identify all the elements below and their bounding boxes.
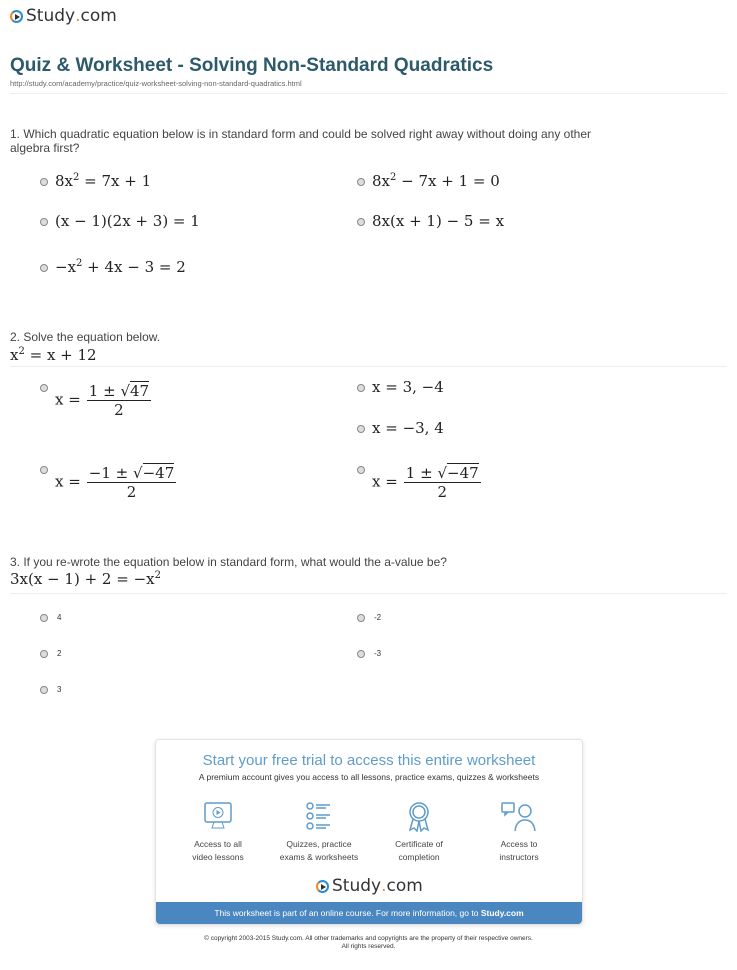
answer-option[interactable]: x = $\frac{1 \pm √47}{2}$ bbox=[55, 382, 150, 419]
feature-instructors: Access to instructors bbox=[469, 800, 569, 864]
answer-option[interactable]: x = $\frac{-1 \pm √-47}{2}$ bbox=[55, 464, 175, 501]
page-url: http://study.com/academy/practice/quiz-worksheet-solving-non-standard-quadratics.html bbox=[10, 79, 302, 88]
course-info-banner: This worksheet is part of an online course. For more information, go to Study.com bbox=[156, 902, 582, 924]
free-trial-title[interactable]: Start your free trial to access this entire worksheet bbox=[202, 752, 536, 769]
page-title: Quiz & Worksheet - Solving Non-Standard Quadratics bbox=[10, 55, 494, 76]
radio-button[interactable] bbox=[40, 384, 48, 392]
card-study-logo[interactable]: Study . com bbox=[316, 876, 423, 896]
play-logo-icon bbox=[316, 880, 329, 893]
checklist-icon bbox=[303, 800, 335, 832]
study-logo[interactable] bbox=[10, 6, 117, 26]
question-2-text: 2. Solve the equation below. bbox=[10, 330, 161, 344]
answer-option[interactable]: 3 bbox=[57, 685, 62, 694]
radio-button[interactable] bbox=[357, 178, 365, 186]
instructor-chat-icon bbox=[501, 800, 537, 832]
feature-quizzes: Quizzes, practice exams & worksheets bbox=[269, 800, 369, 864]
divider bbox=[10, 93, 727, 94]
answer-option[interactable]: x = 3, −4 bbox=[372, 378, 444, 396]
free-trial-card bbox=[155, 739, 583, 925]
certificate-ribbon-icon bbox=[403, 800, 435, 832]
answer-option[interactable]: $-x^2 + 4x - 3 = 2$ bbox=[55, 258, 186, 276]
feature-video-lessons: Access to all video lessons bbox=[168, 800, 268, 864]
radio-button[interactable] bbox=[40, 218, 48, 226]
answer-option[interactable]: x = −3, 4 bbox=[372, 419, 444, 437]
question-3-equation: $3x(x - 1) + 2 = -x^2$ bbox=[10, 570, 161, 588]
video-monitor-icon bbox=[202, 800, 234, 832]
copyright: © copyright 2003-2015 Study.com. All other trademarks and copyrights are the property of their respective owners. All rights reserved. bbox=[204, 935, 533, 950]
answer-option[interactable]: 8x(x + 1) − 5 = x bbox=[372, 212, 505, 230]
free-trial-subtitle: A premium account gives you access to all lessons, practice exams, quizzes & worksheets bbox=[198, 772, 540, 782]
logo-suffix: com bbox=[80, 6, 117, 26]
answer-option[interactable]: $8x^2 - 7x + 1 = 0$ bbox=[372, 172, 500, 190]
study-link[interactable]: Study.com bbox=[480, 908, 524, 918]
answer-option[interactable]: -2 bbox=[374, 613, 382, 622]
play-logo-icon bbox=[10, 10, 23, 23]
radio-button[interactable] bbox=[40, 614, 48, 622]
radio-button[interactable] bbox=[357, 614, 365, 622]
divider bbox=[10, 366, 727, 367]
radio-button[interactable] bbox=[357, 218, 365, 226]
feature-certificate: Certificate of completion bbox=[369, 800, 469, 864]
question-3-text: 3. If you re-wrote the equation below in standard form, what would the a-value be? bbox=[10, 555, 447, 569]
radio-button[interactable] bbox=[357, 384, 365, 392]
logo-dot: . bbox=[75, 6, 81, 26]
divider bbox=[10, 593, 727, 594]
answer-option[interactable]: 4 bbox=[57, 613, 62, 622]
answer-option[interactable]: -3 bbox=[374, 649, 382, 658]
radio-button[interactable] bbox=[40, 466, 48, 474]
logo-text: Study bbox=[26, 6, 76, 26]
answer-option[interactable]: x = $\frac{1 \pm √-47}{2}$ bbox=[372, 464, 479, 501]
answer-option[interactable]: (x − 1)(2x + 3) = 1 bbox=[55, 212, 200, 230]
answer-option[interactable]: $8x^2 = 7x + 1$ bbox=[55, 172, 152, 190]
question-2-equation: $x^2 = x + 12$ bbox=[10, 346, 97, 364]
radio-button[interactable] bbox=[357, 650, 365, 658]
radio-button[interactable] bbox=[40, 650, 48, 658]
radio-button[interactable] bbox=[357, 425, 365, 433]
answer-option[interactable]: 2 bbox=[57, 649, 62, 658]
question-1-text: 1. Which quadratic equation below is in standard form and could be solved right away without doing any other algebra first? bbox=[10, 127, 592, 155]
radio-button[interactable] bbox=[40, 178, 48, 186]
radio-button[interactable] bbox=[357, 466, 365, 474]
radio-button[interactable] bbox=[40, 686, 48, 694]
radio-button[interactable] bbox=[40, 264, 48, 272]
